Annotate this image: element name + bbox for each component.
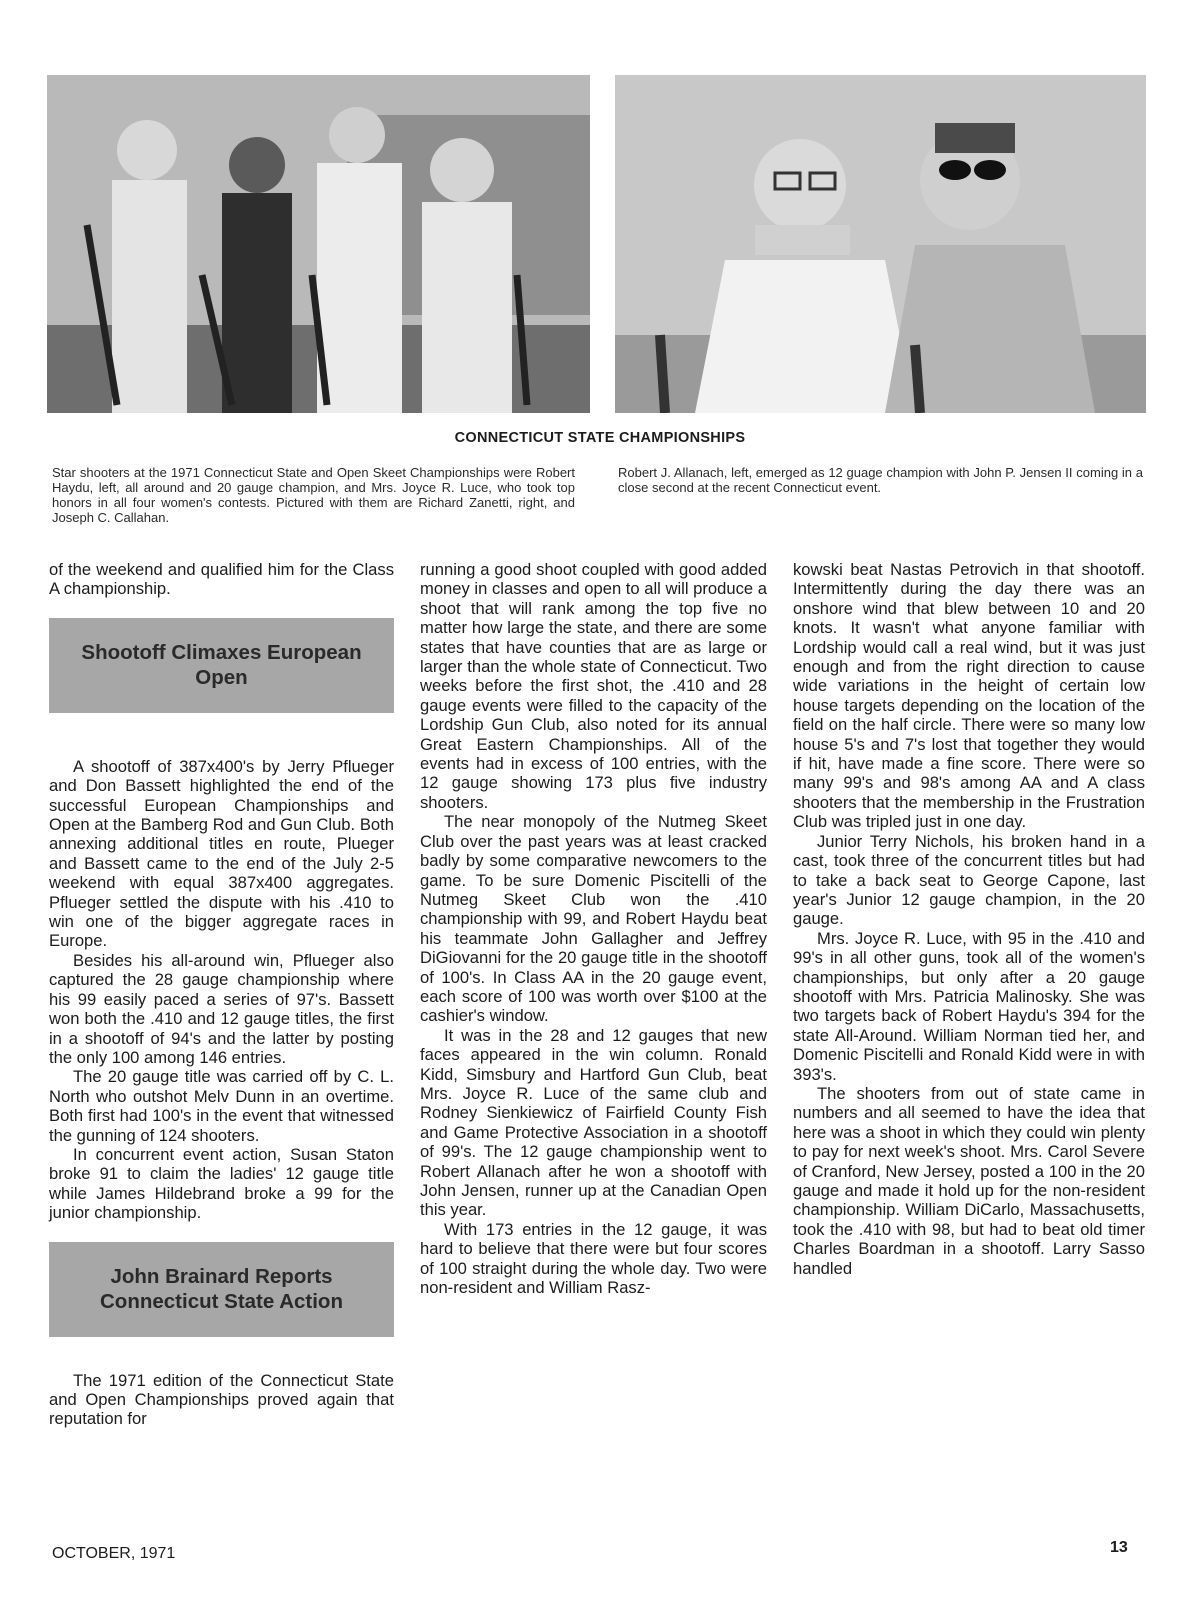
col1-paragraph-5: The 1971 edition of the Connecticut State and Open Championships proved again that reputation for: [49, 1370, 394, 1429]
article-column-3: [793, 560, 1145, 1278]
col1-paragraph-2: Besides his all-around win, Pflueger also captured the 28 gauge championship where his 99 easily paced a series of 97's. Bassett won both the .410 and 12 gauge titles, the first in a shootoff of 94's and the latter by posting the only 100 among 146 entries.: [49, 950, 394, 1067]
section-header-connecticut-state: John Brainard Reports Connecticut State Action: [49, 1242, 394, 1337]
col2-paragraph-4: With 173 entries in the 12 gauge, it was hard to believe that there were but four scores of 100 straight during the whole day. Two were non-resident and William Rasz-: [420, 1219, 767, 1298]
col3-paragraph-1: kowski beat Nastas Petrovich in that shootoff. Intermittently during the day there was an onshore wind that blew between 10 and 20 knots. It wasn't what anyone familiar with Lordship would call a real wind, but it was just enough and from the right direction to cause wide variations in the height of certain low house targets depending on the location of the field on the half circle. There were so many low house 5's and 7's lost that together they would if hit, have made a fine score. There were so many 99's and 98's among AA and A class shooters that the membership in the Frustration Club was tripled just in one day.: [793, 560, 1145, 832]
col2-paragraph-1: running a good shoot coupled with good added money in classes and open to all will produce a shoot that will rank among the top five no matter how large the state, and there are some states that have counties that are as large or larger than the whole state of Connecticut. Two weeks before the first shot, the .410 and 28 gauge events were filled to the capacity of the Lordship Gun Club, also noted for its annual Great Eastern Championships. All of the events had in excess of 100 entries, with the 12 gauge showing 173 plus five industry shooters.: [420, 560, 767, 812]
col3-paragraph-4: The shooters from out of state came in numbers and all seemed to have the idea that here was a shoot in which they could win plenty to pay for next week's shoot. Mrs. Carol Severe of Cranford, New Jersey, posted a 100 in the 20 gauge and made it hold up for the non-resident championship. William DiCarlo, Massachusetts, took the .410 with 98, but had to beat old timer Charles Boardman in a shootoff. Larry Sasso handled: [793, 1083, 1145, 1278]
photo-allanach-jensen: [615, 75, 1146, 413]
col3-paragraph-2: Junior Terry Nichols, his broken hand in a cast, took three of the concurrent titles but had to take a back seat to George Capone, last year's Junior 12 gauge champion, in the 20 gauge.: [793, 831, 1145, 929]
issue-date: OCTOBER, 1971: [52, 1545, 176, 1562]
article-column-1: [49, 560, 394, 1429]
col3-paragraph-3: Mrs. Joyce R. Luce, with 95 in the .410 and 99's in all other guns, took all of the women's championships, but only after a 20 gauge shootoff with Mrs. Patricia Malinosky. She was two targets back of Robert Haydu's 394 for the state All-Around. William Norman tied her, and Domenic Piscitelli and Ronald Kidd were in with 393's.: [793, 928, 1145, 1084]
caption-left: Star shooters at the 1971 Connecticut State and Open Skeet Championships were Robert Haydu, left, all around and 20 gauge champion, and Mrs. Joyce R. Luce, who took top honors in all four women's contests. Pictured with them are Richard Zanetti, right, and Joseph C. Callahan.: [52, 465, 575, 525]
col2-paragraph-2: The near monopoly of the Nutmeg Skeet Club over the past years was at least cracked badly by some comparative newcomers to the game. To be sure Domenic Piscitelli of the Nutmeg Skeet Club won the .410 championship with 99, and Robert Haydu beat his teammate John Gallagher and Jeffrey DiGiovanni for the 20 gauge title in the shootoff of 100's. In Class AA in the 20 gauge event, each score of 100 was worth over $100 at the cashier's window.: [420, 812, 767, 1026]
photo-group-illustration: [47, 75, 590, 413]
col1-paragraph-3: The 20 gauge title was carried off by C. L. North who outshot Melv Dunn in an overtime. Both first had 100's in the event that witnessed the gunning of 124 shooters.: [49, 1067, 394, 1145]
photo-pair-illustration: [615, 75, 1146, 413]
caption-right: Robert J. Allanach, left, emerged as 12 guage champion with John P. Jensen II coming in a close second at the recent Connecticut event.: [618, 465, 1143, 495]
article-column-2: [420, 560, 767, 1297]
photo-connecticut-shooters-group: [47, 75, 590, 413]
page-number: 13: [1110, 1539, 1128, 1556]
col1-intro: of the weekend and qualified him for the Class A championship.: [49, 560, 394, 599]
col1-paragraph-1: A shootoff of 387x400's by Jerry Pflueger and Don Bassett highlighted the end of the successful European Championships and Open at the Bamberg Rod and Gun Club. Both annexing additional titles en route, Plueger and Bassett came to the end of the July 2-5 weekend with equal 387x400 aggregates. Pflueger settled the dispute with his .410 to win one of the bigger aggregate races in Europe.: [49, 756, 394, 951]
col2-paragraph-3: It was in the 28 and 12 gauges that new faces appeared in the win column. Ronald Kidd, Simsbury and Hartford Gun Club, beat Mrs. Joyce R. Luce of the same club and Rodney Sienkiewicz of Fairfield County Fish and Game Protective Association in a shootoff of 99's. The 12 gauge championship went to Robert Allanach after he won a shootoff with John Jensen, runner up at the Canadian Open this year.: [420, 1025, 767, 1220]
col1-paragraph-4: In concurrent event action, Susan Staton broke 91 to claim the ladies' 12 gauge title while James Hildebrand broke a 99 for the junior championship.: [49, 1144, 394, 1223]
section-header-european-open: Shootoff Climaxes European Open: [49, 618, 394, 713]
photo-spread-heading: CONNECTICUT STATE CHAMPIONSHIPS: [454, 430, 746, 446]
